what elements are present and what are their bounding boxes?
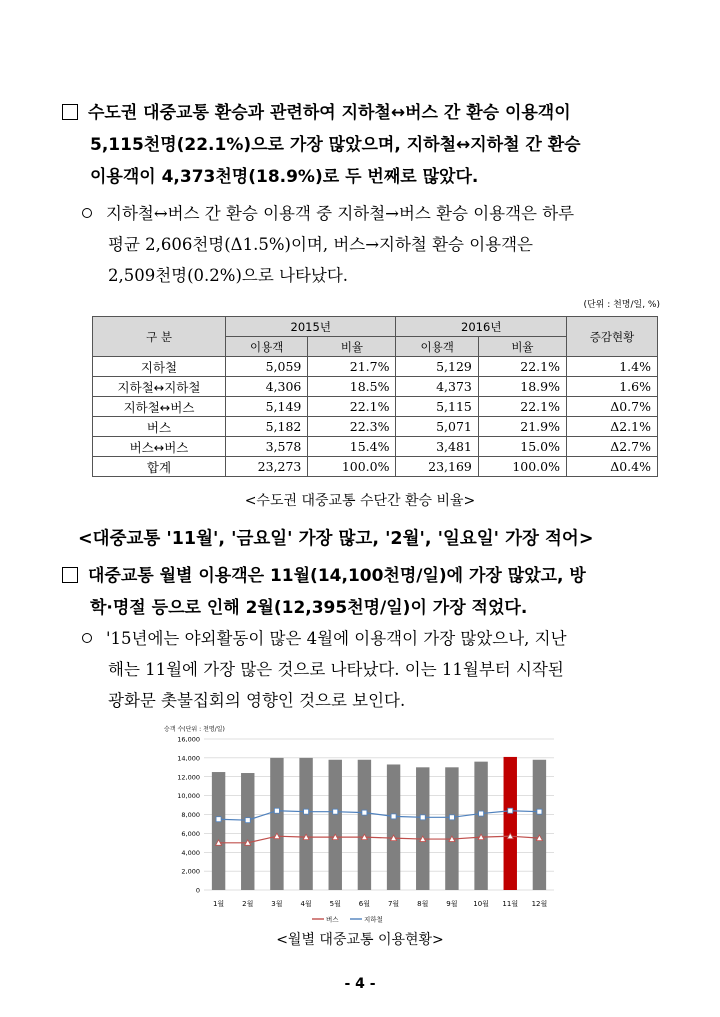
circle-bullet-icon [82, 633, 92, 643]
y-axis-label: 승객 수(단위 : 천명/일) [164, 726, 225, 733]
cell-ratio-2015: 18.5% [308, 377, 396, 397]
cell-change: Δ2.1% [567, 417, 658, 437]
cell-ratio-2016: 18.9% [478, 377, 566, 397]
x-tick-label: 4월 [300, 900, 312, 908]
bullet-line: 지하철↔버스 간 환승 이용객 중 지하철→버스 환승 이용객은 하루 [106, 204, 575, 223]
table-header-row [93, 317, 658, 337]
data-point [362, 810, 367, 815]
header-category: 구 분 [93, 317, 226, 357]
header-change: 증감현황 [567, 317, 658, 357]
bar [533, 760, 546, 890]
y-tick-label: 6,000 [181, 829, 200, 838]
bar [299, 758, 312, 890]
header-year-2016: 2016년 [396, 317, 567, 337]
table-row-total [93, 457, 658, 477]
square-bullet-icon [62, 567, 78, 583]
y-tick-label: 16,000 [177, 735, 200, 744]
cell-users-2016: 4,373 [396, 377, 478, 397]
cell-change: 1.6% [567, 377, 658, 397]
section-heading: <대중교통 '11월', '금요일' 가장 많고, '2월', '일요일' 가장 적어> [78, 529, 594, 549]
row-label: 지하철 [93, 357, 226, 377]
bullet-line: '15년에는 야외활동이 많은 4월에 이용객이 가장 많았으나, 지난 [106, 629, 567, 648]
row-label: 버스↔버스 [93, 437, 226, 457]
paragraph-line: 5,115천명(22.1%)으로 가장 많았으며, 지하철↔지하철 간 환승 [90, 135, 581, 155]
header-year-2015: 2015년 [226, 317, 396, 337]
y-tick-label: 2,000 [181, 867, 200, 876]
x-tick-label: 10월 [473, 900, 489, 908]
transfer-ratio-table [92, 316, 658, 477]
table-row [93, 397, 658, 417]
x-tick-label: 8월 [417, 900, 429, 908]
y-tick-label: 8,000 [181, 811, 200, 819]
row-label: 합계 [93, 457, 226, 477]
bullet-line: 평균 2,606천명(Δ1.5%)이며, 버스→지하철 환승 이용객은 [108, 235, 533, 254]
bar [445, 767, 458, 890]
row-label: 지하철↔버스 [93, 397, 226, 417]
page-number: - 4 - [344, 976, 376, 992]
bar [329, 760, 342, 890]
y-tick-label: 12,000 [177, 773, 200, 782]
legend-label-bus: 버스 [326, 915, 339, 924]
series-line-bus [219, 836, 540, 843]
cell-ratio-2015: 100.0% [308, 457, 396, 477]
paragraph-line: 이용객이 4,373천명(18.9%)로 두 번째로 많았다. [90, 167, 479, 187]
data-point [449, 815, 454, 820]
data-point [391, 814, 396, 819]
bar [358, 760, 371, 890]
cell-ratio-2016: 100.0% [478, 457, 566, 477]
paragraph-transfer-summary [62, 97, 662, 193]
bullet-subway-bus [82, 198, 662, 291]
table-caption: <수도권 대중교통 수단간 환승 비율> [244, 493, 476, 509]
subheader-ratio: 비율 [478, 337, 566, 357]
bar [241, 773, 254, 890]
cell-users-2016: 3,481 [396, 437, 478, 457]
y-tick-label: 4,000 [181, 848, 200, 857]
bar [416, 767, 429, 890]
data-point [508, 808, 513, 813]
cell-change: Δ0.7% [567, 397, 658, 417]
y-tick-label: 0 [195, 886, 200, 895]
subheader-ratio: 비율 [308, 337, 396, 357]
bar [474, 762, 487, 890]
cell-users-2015: 3,578 [226, 437, 308, 457]
x-tick-label: 9월 [446, 900, 458, 908]
bullet-line: 해는 11월에 가장 많은 것으로 나타났다. 이는 11월부터 시작된 [108, 660, 564, 679]
bullet-line: 광화문 촛불집회의 영향인 것으로 보인다. [108, 691, 406, 710]
table-row [93, 377, 658, 397]
row-label: 지하철↔지하철 [93, 377, 226, 397]
x-tick-label: 12월 [531, 900, 548, 908]
data-point [216, 817, 221, 822]
x-tick-label: 2월 [242, 900, 254, 908]
series-line-subway [219, 811, 540, 820]
cell-users-2016: 5,129 [396, 357, 478, 377]
table-row [93, 417, 658, 437]
data-point [420, 815, 425, 820]
cell-users-2016: 5,115 [396, 397, 478, 417]
square-bullet-icon [62, 104, 78, 120]
subheader-users: 이용객 [396, 337, 478, 357]
cell-users-2015: 5,149 [226, 397, 308, 417]
table-row [93, 437, 658, 457]
cell-ratio-2015: 22.1% [308, 397, 396, 417]
data-point [333, 809, 338, 814]
x-tick-label: 5월 [329, 900, 341, 908]
bullet-line: 2,509천명(0.2%)으로 나타났다. [108, 266, 349, 285]
bar [270, 758, 283, 890]
cell-users-2016: 23,169 [396, 457, 478, 477]
cell-users-2016: 5,071 [396, 417, 478, 437]
cell-users-2015: 5,059 [226, 357, 308, 377]
paragraph-line: 수도권 대중교통 환승과 관련하여 지하철↔버스 간 환승 이용객이 [88, 103, 571, 123]
cell-change: Δ0.4% [567, 457, 658, 477]
data-point [245, 818, 250, 823]
cell-change: 1.4% [567, 357, 658, 377]
y-tick-label: 10,000 [177, 792, 200, 801]
cell-ratio-2016: 15.0% [478, 437, 566, 457]
circle-bullet-icon [82, 208, 92, 218]
subheader-users: 이용객 [226, 337, 308, 357]
x-tick-label: 6월 [358, 900, 371, 908]
data-point [304, 809, 309, 814]
paragraph-line: 대중교통 월별 이용객은 11월(14,100천명/일)에 가장 많았고, 방 [88, 566, 586, 586]
data-point [479, 811, 484, 816]
x-tick-label: 1월 [212, 900, 225, 908]
bar [504, 757, 517, 890]
x-tick-label: 11월 [502, 900, 519, 908]
legend-label-subway: 지하철 [364, 915, 383, 924]
cell-ratio-2015: 22.3% [308, 417, 396, 437]
bullet-monthly-trend [82, 623, 662, 716]
cell-users-2015: 5,182 [226, 417, 308, 437]
chart-svg [162, 723, 560, 925]
bar [212, 772, 225, 890]
cell-ratio-2016: 22.1% [478, 397, 566, 417]
cell-ratio-2015: 15.4% [308, 437, 396, 457]
paragraph-line: 학·명절 등으로 인해 2월(12,395천명/일)이 가장 적었다. [90, 598, 528, 618]
cell-users-2015: 23,273 [226, 457, 308, 477]
bar [387, 764, 400, 890]
cell-ratio-2015: 21.7% [308, 357, 396, 377]
cell-ratio-2016: 22.1% [478, 357, 566, 377]
chart-caption: <월별 대중교통 이용현황> [276, 932, 444, 948]
cell-change: Δ2.7% [567, 437, 658, 457]
x-tick-label: 7월 [387, 900, 400, 908]
x-tick-label: 3월 [271, 900, 283, 908]
data-point [274, 808, 279, 813]
cell-users-2015: 4,306 [226, 377, 308, 397]
cell-ratio-2016: 21.9% [478, 417, 566, 437]
y-tick-label: 14,000 [177, 754, 200, 763]
table-row [93, 357, 658, 377]
table-unit: (단위 : 천명/일, %) [583, 300, 660, 310]
paragraph-monthly-users [62, 560, 672, 624]
row-label: 버스 [93, 417, 226, 437]
monthly-users-chart [162, 723, 560, 925]
data-point [537, 809, 542, 814]
